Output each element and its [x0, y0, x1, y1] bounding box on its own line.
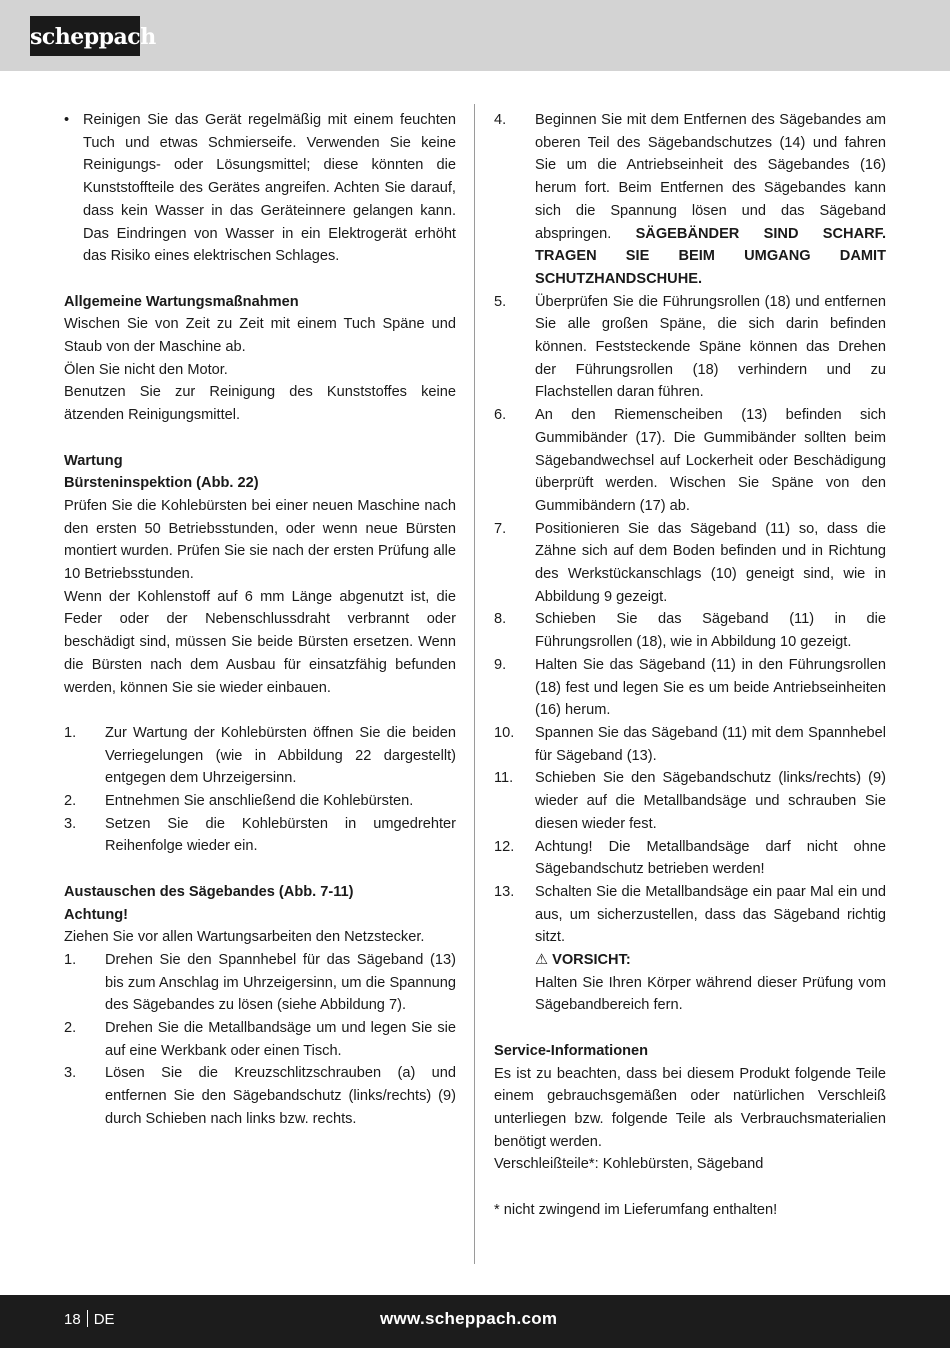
column-divider	[474, 104, 475, 1264]
step-text: Schalten Sie die Metallbandsäge ein paar Mal ein und aus, um sicherzustellen, dass das Sägeband richtig sitzt.	[535, 883, 886, 946]
footnote: * nicht zwingend im Lieferumfang enthalten!	[494, 1201, 778, 1218]
step-number: 12.	[494, 838, 515, 855]
step-number: 4.	[494, 112, 507, 128]
list-item	[494, 518, 886, 609]
list-item	[494, 767, 886, 835]
sharp-blade-warning: SÄGEBÄNDER SIND SCHARF. TRAGEN SIE BEIM UMGANG DAMIT SCHUTZHANDSCHUHE.	[535, 225, 886, 287]
step-text: Beginnen Sie mit dem Entfernen des Sägebandes am oberen Teil des Sägebandschutzes (14) und fahren Sie um die Antriebseinheit des Sägebandes (16) herum fort. Beim Entfernen des Sägebandes kann sich die Spannung lösen und das Sägeband abspringen.	[535, 112, 886, 242]
step-text: Drehen Sie die Metallbandsäge um und legen Sie sie auf eine Werkbank oder einen Tisch.	[105, 1020, 456, 1059]
language-code: DE	[93, 1311, 115, 1328]
step-number: 1.	[64, 951, 77, 968]
cleaning-bullets	[64, 109, 456, 268]
step-text: Lösen Sie die Kreuzschlitzschrauben (a) und entfernen Sie den Sägebandschutz (links/rechts) (9) durch Schieben nach links bzw. rechts.	[105, 1065, 456, 1127]
maintenance-heading: Wartung	[64, 452, 123, 469]
step-number: 3.	[64, 815, 77, 832]
cleaning-text: Reinigen Sie das Gerät regelmäßig mit einem feuchten Tuch und etwas Schmierseife. Verwenden Sie keine Reinigungs- oder Lösungsmittel; diese könnten die Kunststoffteile des Gerätes angreifen. Achten Sie darauf, dass kein Wasser in das Geräteinnere gelangen kann. Das Eindringen von Wasser in ein Elektrogerät erhöht das Risiko eines elektrischen Schlages.	[83, 112, 456, 265]
general-maintenance-heading: Allgemeine Wartungsmaßnahmen	[64, 293, 299, 310]
page-number-block	[64, 1310, 115, 1330]
list-item	[494, 722, 886, 767]
brush-inspection-heading: Bürsteninspektion (Abb. 22)	[64, 475, 259, 492]
list-item	[64, 949, 456, 1017]
page-number: 18	[64, 1311, 81, 1328]
service-info-heading: Service-Informationen	[494, 1042, 649, 1059]
list-item	[64, 790, 456, 813]
website-url: www.scheppach.com	[380, 1309, 558, 1328]
list-item	[64, 722, 456, 790]
service-info-text: Es ist zu beachten, dass bei diesem Produkt folgende Teile einem gebrauchsgemäßen oder natürlichen Verschleiß unterliegen bzw. folgende Teile als Verbrauchsmaterialien benötigt werden.	[494, 1065, 886, 1150]
list-item	[64, 109, 456, 268]
caution-label: VORSICHT:	[552, 952, 631, 969]
general-line-1: Wischen Sie von Zeit zu Zeit mit einem Tuch Späne und Staub von der Maschine ab.	[64, 316, 456, 356]
brush-paragraph-1: Prüfen Sie die Kohlebürsten bei einer neuen Maschine nach den ersten 50 Betriebsstunden, oder wenn neue Bürsten montiert wurden. Prüfen Sie sie nach der ersten Prüfung alle 10 Betriebsstunden.	[64, 497, 456, 583]
list-item	[64, 1062, 456, 1130]
general-line-3: Benutzen Sie zur Reinigung des Kunststoffes keine ätzenden Reinigungsmittel.	[64, 384, 456, 424]
step-number: 9.	[494, 656, 507, 673]
brush-paragraph-2: Wenn der Kohlenstoff auf 6 mm Länge abgenutzt ist, die Feder oder der Nebenschlussdraht verbrannt oder beschädigt sind, müssen Sie beide Bürsten ersetzen. Wenn die Bürsten nach dem Ausbau für einsatzfähig befunden werden, können Sie sie wieder einbauen.	[64, 588, 456, 696]
step-text: Achtung! Die Metallbandsäge darf nicht ohne Sägebandschutz betrieben werden!	[535, 838, 886, 878]
blade-steps-list	[64, 949, 456, 1131]
attention-label: Achtung!	[64, 906, 129, 923]
step-text: Schieben Sie das Sägeband (11) in die Führungsrollen (18), wie in Abbildung 10 gezeigt.	[535, 611, 886, 651]
list-item	[494, 109, 886, 291]
list-item	[64, 1017, 456, 1062]
list-item	[494, 608, 886, 653]
unplug-note: Ziehen Sie vor allen Wartungsarbeiten den Netzstecker.	[64, 929, 425, 946]
step-text: Schieben Sie den Sägebandschutz (links/rechts) (9) wieder auf die Metallbandsäge und schrauben Sie diesen wieder fest.	[535, 770, 886, 832]
list-item	[494, 291, 886, 405]
bullet-dot-icon: •	[64, 112, 70, 128]
step-text: Halten Sie das Sägeband (11) in den Führungsrollen (18) fest und legen Sie es um beide Antriebseinheiten (16) herum.	[535, 656, 886, 719]
step-text: Zur Wartung der Kohlebürsten öffnen Sie die beiden Verriegelungen (wie in Abbildung 22 dargestellt) entgegen dem Uhrzeigersinn.	[105, 724, 456, 787]
footer-separator	[87, 1310, 88, 1327]
warning-triangle-icon: ⚠	[535, 952, 549, 969]
wear-parts-line: Verschleißteile*: Kohlebürsten, Sägeband	[494, 1156, 764, 1173]
step-text: Überprüfen Sie die Führungsrollen (18) und entfernen Sie alle großen Späne, die sich darin befinden können. Feststeckende Späne können das Drehen der Führungsrollen (18) verhindern und zu Flachstellen daran führen.	[535, 293, 886, 401]
list-item	[494, 881, 886, 1017]
step-number: 1.	[64, 724, 77, 741]
page-header	[0, 0, 950, 71]
list-item	[494, 654, 886, 722]
step-number: 6.	[494, 407, 507, 424]
caution-text: Halten Sie Ihren Körper während dieser Prüfung vom Sägebandbereich fern.	[535, 974, 886, 1014]
step-number: 8.	[494, 611, 507, 628]
list-item	[494, 404, 886, 518]
list-item	[494, 836, 886, 881]
step-number: 2.	[64, 793, 77, 810]
step-text: An den Riemenscheiben (13) befinden sich Gummibänder (17). Die Gummibänder sollten beim Sägebandwechsel auf Lockerheit oder Beschädigung überprüft werden. Wischen Sie Späne von den Gummibändern (17) ab.	[535, 407, 886, 514]
general-line-2: Ölen Sie nicht den Motor.	[64, 361, 228, 378]
brush-steps-list	[64, 722, 456, 858]
step-number: 7.	[494, 520, 507, 537]
caution-heading	[535, 949, 886, 972]
blade-steps-continued	[494, 109, 886, 1017]
step-number: 3.	[64, 1065, 77, 1082]
scheppach-logo: scheppach	[30, 16, 140, 56]
left-column	[64, 109, 456, 1131]
step-text: Entnehmen Sie anschließend die Kohlebürsten.	[105, 793, 414, 810]
step-number: 13.	[494, 883, 515, 900]
right-column	[494, 109, 886, 1221]
step-number: 2.	[64, 1020, 77, 1037]
step-number: 5.	[494, 293, 507, 310]
blade-replacement-heading: Austauschen des Sägebandes (Abb. 7-11)	[64, 883, 354, 900]
page-footer	[0, 1295, 950, 1348]
step-text: Drehen Sie den Spannhebel für das Sägeband (13) bis zum Anschlag im Uhrzeigersinn, um die Spannung des Sägebandes zu lösen (siehe Abbildung 7).	[105, 951, 456, 1014]
list-item	[64, 813, 456, 858]
step-number: 10.	[494, 724, 515, 741]
step-number: 11.	[494, 770, 514, 787]
step-text: Spannen Sie das Sägeband (11) mit dem Spannhebel für Sägeband (13).	[535, 724, 886, 764]
step-text: Setzen Sie die Kohlebürsten in umgedrehter Reihenfolge wieder ein.	[105, 815, 456, 855]
step-text: Positionieren Sie das Sägeband (11) so, dass die Zähne sich auf dem Boden befinden und in Richtung des Werkstückanschlags (10) geneigt sind, wie in Abbildung 9 gezeigt.	[535, 520, 886, 605]
